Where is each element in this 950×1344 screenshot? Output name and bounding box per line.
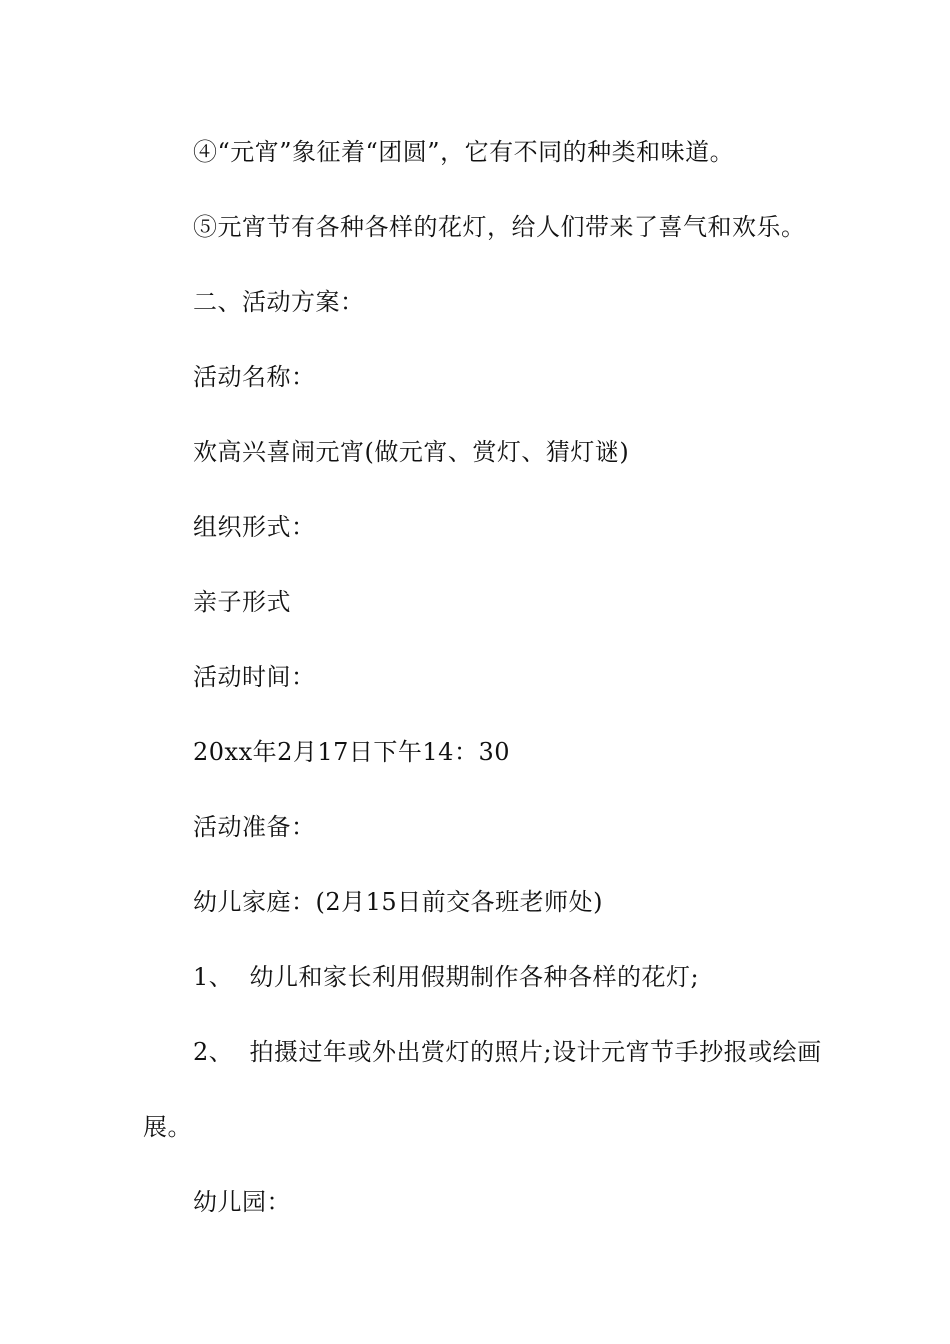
- field-label: 组织形式：: [193, 513, 316, 541]
- list-item: 2、 拍摄过年或外出赏灯的照片;设计元宵节手抄报或绘画: [193, 1038, 822, 1066]
- paragraph-line: 幼儿家庭：(2月15日前交各班老师处): [193, 888, 604, 916]
- list-item: 1、 幼儿和家长利用假期制作各种各样的花灯;: [193, 963, 700, 991]
- field-label: 活动名称：: [193, 363, 316, 391]
- field-label: 活动时间：: [193, 663, 316, 691]
- list-item-continuation: 展。: [143, 1113, 192, 1141]
- paragraph-line: ④“元宵”象征着“团圆”，它有不同的种类和味道。: [193, 138, 735, 166]
- field-value: 亲子形式: [193, 588, 291, 616]
- field-label: 活动准备：: [193, 813, 316, 841]
- field-value: 欢高兴喜闹元宵(做元宵、赏灯、猜灯谜): [193, 438, 630, 466]
- paragraph-line: ⑤元宵节有各种各样的花灯，给人们带来了喜气和欢乐。: [193, 213, 806, 241]
- field-value: 20xx年2月17日下午14：30: [193, 738, 510, 766]
- field-label: 幼儿园：: [193, 1188, 291, 1216]
- section-heading: 二、活动方案：: [193, 288, 365, 316]
